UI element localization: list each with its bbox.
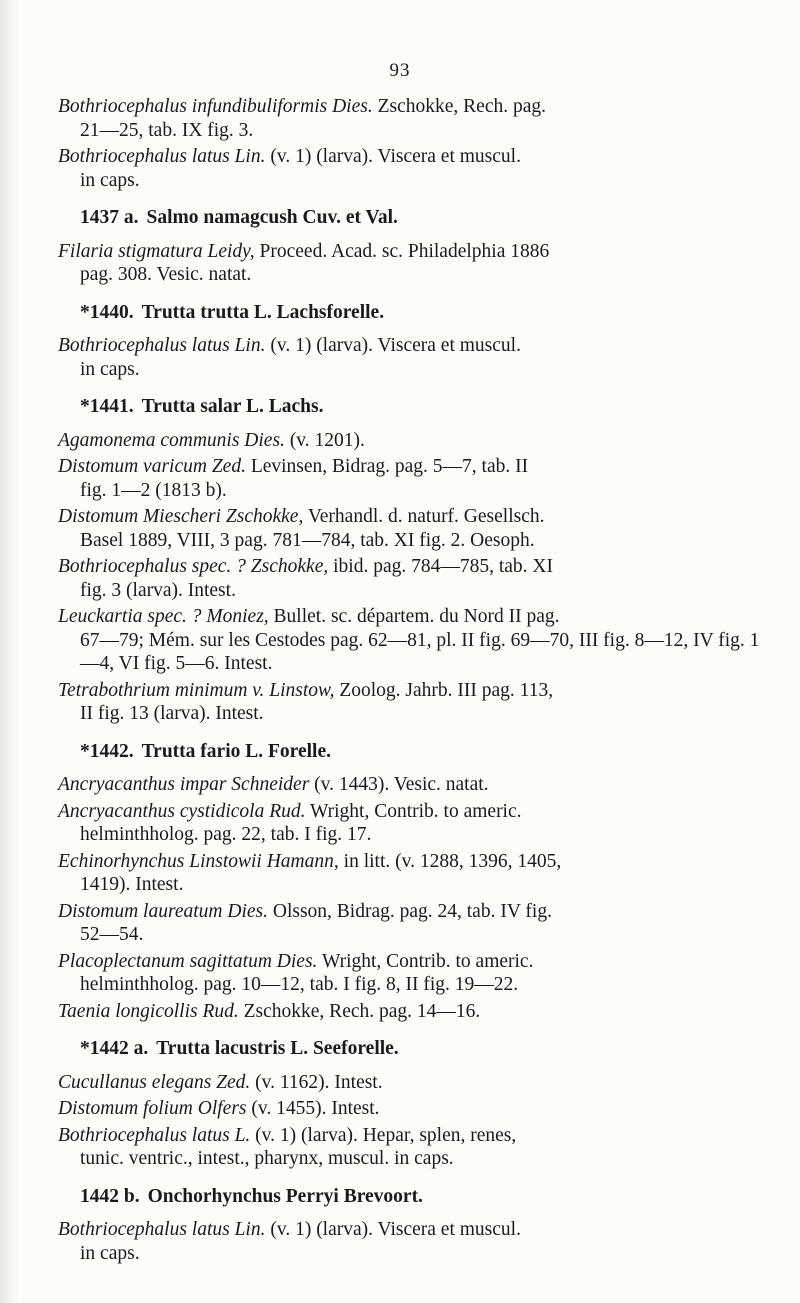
- parasite-entry: [58, 455, 770, 502]
- parasite-entry: [58, 505, 770, 552]
- host-title: Trutta fario L. Forelle.: [141, 740, 331, 762]
- parasite-entry: [58, 679, 770, 726]
- parasite-reference: (v. 1) (larva). Viscera et muscul.: [265, 1219, 521, 1240]
- host-species-heading: [58, 301, 770, 325]
- parasite-reference: (v. 1) (larva). Hepar, splen, renes,: [250, 1124, 517, 1146]
- parasite-reference: in litt. (v. 1288, 1396, 1405,: [338, 850, 562, 872]
- parasite-reference: Bullet. sc. départem. du Nord II pag.: [268, 606, 560, 627]
- parasite-reference: (v. 1162). Intest.: [250, 1071, 383, 1093]
- reference-continuation: helminthholog. pag. 10—12, tab. I fig. 8, II fig. 19—22.: [80, 974, 519, 995]
- reference-continuation: pag. 308. Vesic. natat.: [80, 264, 252, 285]
- parasite-entry: [58, 240, 770, 287]
- parasite-entry: [58, 95, 770, 142]
- page-number: 93: [389, 60, 411, 81]
- parasite-reference: Zoolog. Jahrb. III pag. 113,: [334, 679, 554, 701]
- host-number: *1442.: [80, 740, 134, 762]
- reference-continuation: II fig. 13 (larva). Intest.: [80, 703, 264, 724]
- parasite-reference: (v. 1) (larva). Viscera et muscul.: [265, 146, 521, 167]
- parasite-entry: [58, 429, 770, 453]
- parasite-entry: [58, 850, 770, 897]
- parasite-entry: [58, 773, 770, 797]
- parasite-name: Bothriocephalus latus Lin.: [58, 335, 266, 356]
- parasite-entry: [58, 1124, 770, 1171]
- host-title: Trutta trutta L. Lachsforelle.: [141, 301, 385, 323]
- host-number: *1440.: [80, 301, 134, 323]
- host-number: 1437 a.: [80, 207, 139, 228]
- parasite-entry: [58, 605, 770, 676]
- host-number: *1441.: [80, 396, 134, 417]
- parasite-reference: (v. 1455). Intest.: [246, 1098, 380, 1119]
- parasite-name: Placoplectanum sagittatum Dies.: [58, 950, 318, 972]
- parasite-name: Ancryacanthus cystidicola Rud.: [58, 800, 306, 822]
- parasite-reference: Verhandl. d. naturf. Gesellsch.: [303, 506, 545, 527]
- parasite-reference: (v. 1201).: [284, 429, 365, 451]
- host-species-heading: [58, 1037, 770, 1061]
- parasite-name: Cucullanus elegans Zed.: [58, 1071, 251, 1093]
- reference-continuation: in caps.: [80, 358, 140, 380]
- host-title: Salmo namagcush Cuv. et Val.: [146, 207, 398, 228]
- host-number: 1442 b.: [80, 1185, 140, 1207]
- parasite-entry: [58, 334, 770, 381]
- host-species-heading: [58, 206, 770, 230]
- parasite-name: Echinorhynchus Linstowii Hamann,: [58, 850, 339, 872]
- page-edge: [0, 0, 18, 1303]
- host-title: Trutta salar L. Lachs.: [141, 396, 324, 417]
- parasite-reference: Zschokke, Rech. pag.: [372, 96, 547, 117]
- host-number: *1442 a.: [80, 1038, 149, 1059]
- reference-continuation: helminthholog. pag. 22, tab. I fig. 17.: [80, 824, 372, 845]
- parasite-name: Distomum Miescheri Zschokke,: [58, 506, 304, 527]
- host-species-heading: [58, 1185, 770, 1209]
- parasite-entry: [58, 950, 770, 997]
- parasite-name: Distomum laureatum Dies.: [58, 900, 268, 922]
- parasite-entry: [58, 555, 770, 602]
- parasite-reference: Wright, Contrib. to americ.: [317, 950, 534, 972]
- parasite-name: Bothriocephalus latus Lin.: [58, 146, 266, 167]
- page-content: [58, 95, 770, 1268]
- parasite-reference: Wright, Contrib. to americ.: [305, 800, 522, 822]
- parasite-entry: [58, 1000, 770, 1024]
- parasite-entry: [58, 800, 770, 847]
- parasite-reference: Proceed. Acad. sc. Philadelphia 1886: [254, 240, 550, 262]
- parasite-name: Ancryacanthus impar Schneider: [58, 774, 310, 795]
- parasite-entry: [58, 145, 770, 192]
- parasite-name: Taenia longicollis Rud.: [58, 1000, 239, 1022]
- parasite-reference: ibid. pag. 784—785, tab. XI: [328, 556, 553, 577]
- parasite-name: Bothriocephalus latus L.: [58, 1124, 251, 1146]
- parasite-name: Filaria stigmatura Leidy,: [58, 240, 255, 262]
- parasite-name: Bothriocephalus spec. ? Zschokke,: [58, 556, 329, 577]
- reference-continuation: fig. 3 (larva). Intest.: [80, 579, 236, 601]
- parasite-reference: (v. 1) (larva). Viscera et muscul.: [265, 335, 521, 356]
- parasite-name: Agamonema communis Dies.: [58, 429, 285, 451]
- reference-continuation: tunic. ventric., intest., pharynx, muscul. in caps.: [80, 1148, 454, 1169]
- reference-continuation: 1419). Intest.: [80, 874, 184, 895]
- parasite-name: Distomum varicum Zed.: [58, 456, 246, 477]
- reference-continuation: fig. 1—2 (1813 b).: [80, 479, 227, 501]
- reference-continuation: in caps.: [80, 169, 140, 191]
- parasite-entry: [58, 1218, 770, 1265]
- parasite-name: Tetrabothrium minimum v. Linstow,: [58, 679, 335, 701]
- reference-continuation: 67—79; Mém. sur les Cestodes pag. 62—81, pl. II fig. 69—70, III fig. 8—12, IV fig. 1—4, VI fig. 5—6. Intest.: [80, 629, 760, 674]
- reference-continuation: Basel 1889, VIII, 3 pag. 781—784, tab. XI fig. 2. Oesoph.: [80, 529, 535, 551]
- host-title: Onchorhynchus Perryi Brevoort.: [147, 1185, 423, 1207]
- parasite-entry: [58, 900, 770, 947]
- parasite-reference: Olsson, Bidrag. pag. 24, tab. IV fig.: [267, 900, 552, 922]
- parasite-reference: Levinsen, Bidrag. pag. 5—7, tab. II: [245, 456, 529, 477]
- reference-continuation: 21—25, tab. IX fig. 3.: [80, 119, 254, 141]
- parasite-name: Bothriocephalus latus Lin.: [58, 1219, 266, 1240]
- parasite-entry: [58, 1071, 770, 1095]
- reference-continuation: in caps.: [80, 1242, 140, 1264]
- reference-continuation: 52—54.: [80, 924, 144, 945]
- parasite-name: Leuckartia spec. ? Moniez,: [58, 606, 269, 627]
- parasite-name: Bothriocephalus infundibuliformis Dies.: [58, 96, 373, 117]
- parasite-entry: [58, 1097, 770, 1121]
- parasite-reference: Zschokke, Rech. pag. 14—16.: [238, 1000, 481, 1022]
- host-species-heading: [58, 395, 770, 419]
- host-species-heading: [58, 740, 770, 764]
- parasite-name: Distomum folium Olfers: [58, 1098, 247, 1119]
- host-title: Trutta lacustris L. Seeforelle.: [156, 1038, 399, 1059]
- parasite-reference: (v. 1443). Vesic. natat.: [309, 774, 489, 795]
